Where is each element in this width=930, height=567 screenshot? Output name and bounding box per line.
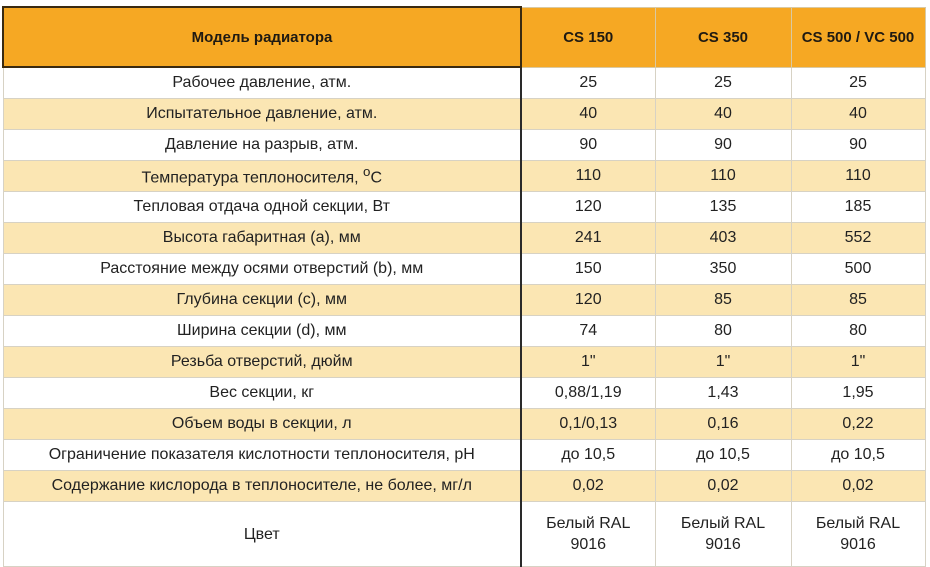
row-label: Высота габаритная (а), мм (3, 223, 521, 254)
row-label: Тепловая отдача одной секции, Вт (3, 192, 521, 223)
row-value: 403 (655, 223, 791, 254)
row-value: 1,43 (655, 378, 791, 409)
color-code: 9016 (840, 536, 876, 553)
table-row (3, 67, 925, 99)
row-value: 40 (655, 99, 791, 130)
color-code: 9016 (570, 536, 607, 553)
row-label: Глубина секции (с), мм (3, 285, 521, 316)
row-value: 0,02 (655, 471, 791, 502)
row-label: Давление на разрыв, атм. (3, 130, 521, 161)
table-row (3, 254, 925, 285)
table-row (3, 161, 925, 192)
table-row (3, 316, 925, 347)
row-label-unit: С (370, 169, 383, 187)
row-value: 120 (521, 285, 655, 316)
row-value: 110 (791, 161, 925, 192)
row-label: Ширина секции (d), мм (3, 316, 521, 347)
row-label: Содержание кислорода в теплоносителе, не более, мг/л (3, 471, 521, 502)
table-row (3, 192, 925, 223)
row-value: 110 (521, 161, 655, 192)
row-label: Ограничение показателя кислотности теплоносителя, рН (3, 440, 521, 471)
row-label: Вес секции, кг (3, 378, 521, 409)
spec-table-container (2, 6, 924, 567)
row-label: Рабочее давление, атм. (3, 67, 521, 99)
header-model-label: Модель радиатора (3, 7, 521, 67)
row-value: 0,1/0,13 (521, 409, 655, 440)
row-value: 241 (521, 223, 655, 254)
table-row (3, 285, 925, 316)
degree-superscript: о (363, 164, 371, 180)
row-label-text: Температура теплоносителя, (141, 169, 364, 187)
row-value: 110 (655, 161, 791, 192)
table-row (3, 130, 925, 161)
color-name: Белый RAL (546, 515, 631, 532)
row-value: до 10,5 (655, 440, 791, 471)
row-value: 0,22 (791, 409, 925, 440)
color-name: Белый RAL (815, 515, 901, 532)
row-value: 0,88/1,19 (521, 378, 655, 409)
row-label: Расстояние между осями отверстий (b), мм (3, 254, 521, 285)
row-value: 80 (791, 316, 925, 347)
row-label: Резьба отверстий, дюйм (3, 347, 521, 378)
row-value: 25 (791, 67, 925, 99)
row-value-color (791, 502, 925, 567)
table-row (3, 440, 925, 471)
row-value: 74 (521, 316, 655, 347)
row-value: 1,95 (791, 378, 925, 409)
header-model-cs500: CS 500 / VC 500 (791, 7, 925, 67)
row-label: Объем воды в секции, л (3, 409, 521, 440)
row-value: 80 (655, 316, 791, 347)
row-value: 1" (521, 347, 655, 378)
table-row-color (3, 502, 925, 567)
row-value: 120 (521, 192, 655, 223)
row-value: 0,16 (655, 409, 791, 440)
row-label (3, 161, 521, 192)
table-row (3, 347, 925, 378)
row-value: 40 (791, 99, 925, 130)
row-value: 85 (655, 285, 791, 316)
table-row (3, 223, 925, 254)
radiator-spec-table (2, 6, 926, 567)
row-value: 25 (521, 67, 655, 99)
row-value: до 10,5 (791, 440, 925, 471)
row-value: 90 (791, 130, 925, 161)
row-value: 1" (791, 347, 925, 378)
color-code: 9016 (705, 536, 741, 553)
row-value: 25 (655, 67, 791, 99)
header-row (3, 7, 925, 67)
row-value: 1" (655, 347, 791, 378)
row-value: 0,02 (521, 471, 655, 502)
row-value: 185 (791, 192, 925, 223)
row-value: 90 (655, 130, 791, 161)
table-row (3, 99, 925, 130)
row-value: 85 (791, 285, 925, 316)
row-value: 0,02 (791, 471, 925, 502)
table-row (3, 378, 925, 409)
row-value-color (655, 502, 791, 567)
table-row (3, 409, 925, 440)
header-model-cs350: CS 350 (655, 7, 791, 67)
header-model-cs150: CS 150 (521, 7, 655, 67)
row-value: 350 (655, 254, 791, 285)
row-value: 552 (791, 223, 925, 254)
row-value-color (521, 502, 655, 567)
color-name: Белый RAL (680, 515, 766, 532)
row-value: 90 (521, 130, 655, 161)
row-value: 40 (521, 99, 655, 130)
row-label: Цвет (3, 502, 521, 567)
row-value: 500 (791, 254, 925, 285)
row-value: 135 (655, 192, 791, 223)
table-row (3, 471, 925, 502)
row-label: Испытательное давление, атм. (3, 99, 521, 130)
row-value: 150 (521, 254, 655, 285)
row-value: до 10,5 (521, 440, 655, 471)
